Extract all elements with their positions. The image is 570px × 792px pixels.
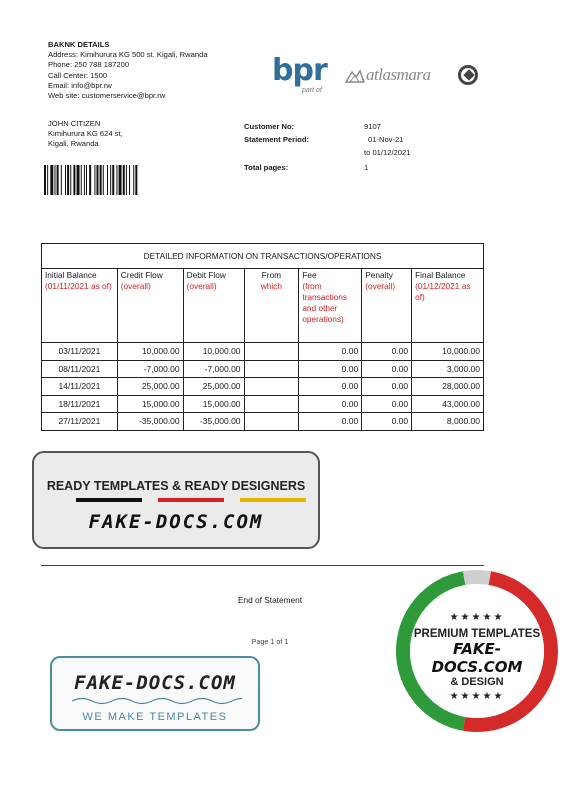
barcode-bar [129, 165, 130, 195]
watermark-color-bars [48, 498, 306, 502]
row-penalty: 0.00 [362, 413, 412, 431]
row-debit: 10,000.00 [183, 343, 244, 361]
row-from-which [244, 343, 299, 361]
row-date: 14/11/2021 [42, 378, 118, 396]
barcode-bar [119, 165, 122, 195]
watermark2-title: FAKE-DOCS.COM [74, 672, 236, 694]
transactions-table [41, 243, 484, 431]
row-date: 27/11/2021 [42, 413, 118, 431]
atlas-lion-icon [344, 68, 366, 86]
table-row [42, 360, 484, 378]
barcode-bar [100, 165, 102, 195]
watermark-ready-templates-text: READY TEMPLATES & READY DESIGNERS [46, 479, 306, 493]
bank-details-title: BAKNK DETAILS [48, 40, 110, 49]
customer-no-label: Customer No: [244, 122, 295, 131]
table-header-row [42, 269, 484, 343]
header-credit-flow: Credit Flow (overall) [117, 269, 183, 343]
row-debit: 25,000.00 [183, 378, 244, 396]
row-credit: 15,000.00 [117, 395, 183, 413]
barcode-bar [61, 165, 62, 195]
bank-address: Address: Kimihurura KG 500 st. Kigali, Rwanda [48, 50, 208, 60]
barcode-bar [70, 165, 71, 195]
divider [41, 565, 484, 566]
barcode-bar [97, 165, 99, 195]
statement-period-label: Statement Period: [244, 135, 309, 144]
bar-black [76, 498, 142, 502]
barcode-bar [73, 165, 75, 195]
row-credit: -35,000.00 [117, 413, 183, 431]
row-fee: 0.00 [299, 395, 362, 413]
barcode-bar [110, 165, 111, 195]
bank-email: Email: info@bpr.rw [48, 80, 112, 90]
row-credit: 10,000.00 [117, 343, 183, 361]
wave-icon [72, 696, 242, 706]
barcode-bar [57, 165, 59, 195]
customer-address-line1: Kimihurura KG 624 st, [48, 129, 123, 139]
row-final: 3,000.00 [412, 360, 484, 378]
header-debit-flow: Debit Flow (overall) [183, 269, 244, 343]
barcode-bar [135, 165, 137, 195]
bank-website: Web site: customerservice@bpr.rw [48, 91, 166, 101]
barcode-bar [123, 165, 125, 195]
header-fee: Fee (from transactions and other operations) [299, 269, 362, 343]
watermark-ready-templates [32, 451, 320, 549]
bank-logo [272, 53, 482, 100]
barcode-bar [103, 165, 104, 195]
barcode-bar [47, 165, 48, 195]
table-title: DETAILED INFORMATION ON TRANSACTIONS/OPERATIONS [42, 244, 484, 269]
header-penalty: Penalty (overall) [362, 269, 412, 343]
row-debit: -35,000.00 [183, 413, 244, 431]
bar-yellow [240, 498, 306, 502]
row-debit: -7,000.00 [183, 360, 244, 378]
table-row [42, 395, 484, 413]
barcode-bar [77, 165, 80, 195]
row-penalty: 0.00 [362, 360, 412, 378]
row-from-which [244, 378, 299, 396]
premium-templates-seal [396, 570, 558, 732]
barcode-bar [112, 165, 114, 195]
statement-period-to: to 01/12/2021 [364, 148, 411, 157]
end-of-statement: End of Statement [237, 595, 303, 605]
row-fee: 0.00 [299, 343, 362, 361]
logo-bpr: bpr [272, 53, 327, 88]
seal-inner [410, 584, 544, 718]
row-final: 43,000.00 [412, 395, 484, 413]
row-from-which [244, 360, 299, 378]
statement-period-from: 01-Nov-21 [368, 135, 404, 144]
logo-part-of: part of [302, 87, 322, 94]
row-credit: -7,000.00 [117, 360, 183, 378]
row-penalty: 0.00 [362, 343, 412, 361]
bank-call-center: Call Center: 1500 [48, 70, 108, 80]
row-from-which [244, 413, 299, 431]
customer-address-line2: Kigali, Rwanda [48, 139, 99, 149]
table-row [42, 343, 484, 361]
page-number: Page 1 of 1 [251, 637, 289, 646]
row-date: 03/11/2021 [42, 343, 118, 361]
row-fee: 0.00 [299, 360, 362, 378]
row-final: 10,000.00 [412, 343, 484, 361]
row-date: 18/11/2021 [42, 395, 118, 413]
barcode-bar [81, 165, 82, 195]
watermark-fake-docs-text: FAKE-DOCS.COM [88, 511, 264, 533]
bank-phone: Phone: 250 788 187200 [48, 60, 130, 70]
seal-stars-bottom: ★★★★★ [449, 691, 505, 702]
barcode-bar [107, 165, 108, 195]
barcode-bar [89, 165, 91, 195]
barcode-bar [84, 165, 85, 195]
row-credit: 25,000.00 [117, 378, 183, 396]
barcode-bar [126, 165, 127, 195]
row-final: 8,000.00 [412, 413, 484, 431]
row-date: 08/11/2021 [42, 360, 118, 378]
barcode-icon [44, 165, 176, 195]
barcode-bar [50, 165, 53, 195]
seal-stars-top: ★★★★★ [449, 612, 505, 623]
barcode-bar [133, 165, 134, 195]
table-row [42, 378, 484, 396]
seal-line3: & DESIGN [450, 676, 504, 688]
barcode-bar [55, 165, 56, 195]
table-row [42, 413, 484, 431]
row-from-which [244, 395, 299, 413]
seal-line1: PREMIUM TEMPLATES [413, 628, 541, 640]
row-penalty: 0.00 [362, 395, 412, 413]
header-from-which: From which [244, 269, 299, 343]
atlasmara-ring-icon [458, 65, 478, 85]
watermark-fake-docs-badge [50, 656, 260, 731]
bank-details [48, 40, 208, 101]
bar-red [158, 498, 224, 502]
total-pages-value: 1 [364, 163, 369, 172]
barcode-bar [67, 165, 69, 195]
logo-atlasmara: atlasmara [366, 65, 431, 84]
customer-name: JOHN CITIZEN [48, 119, 101, 128]
row-fee: 0.00 [299, 378, 362, 396]
watermark2-subtitle: WE MAKE TEMPLATES [82, 711, 228, 723]
barcode-bar [116, 165, 117, 195]
barcode-bar [94, 165, 95, 195]
customer-no-value: 9107 [364, 122, 381, 131]
header-initial-balance: Initial Balance (01/11/2021 as of) [42, 269, 118, 343]
barcode-bar [44, 165, 46, 195]
row-penalty: 0.00 [362, 378, 412, 396]
customer-block [48, 119, 123, 150]
row-final: 28,000.00 [412, 378, 484, 396]
seal-line2: FAKE-DOCS.COM [431, 640, 523, 676]
header-final-balance: Final Balance (01/12/2021 as of) [412, 269, 484, 343]
row-debit: 15,000.00 [183, 395, 244, 413]
total-pages-label: Total pages: [244, 163, 289, 172]
barcode-bar [65, 165, 66, 195]
row-fee: 0.00 [299, 413, 362, 431]
barcode-bar [86, 165, 87, 195]
